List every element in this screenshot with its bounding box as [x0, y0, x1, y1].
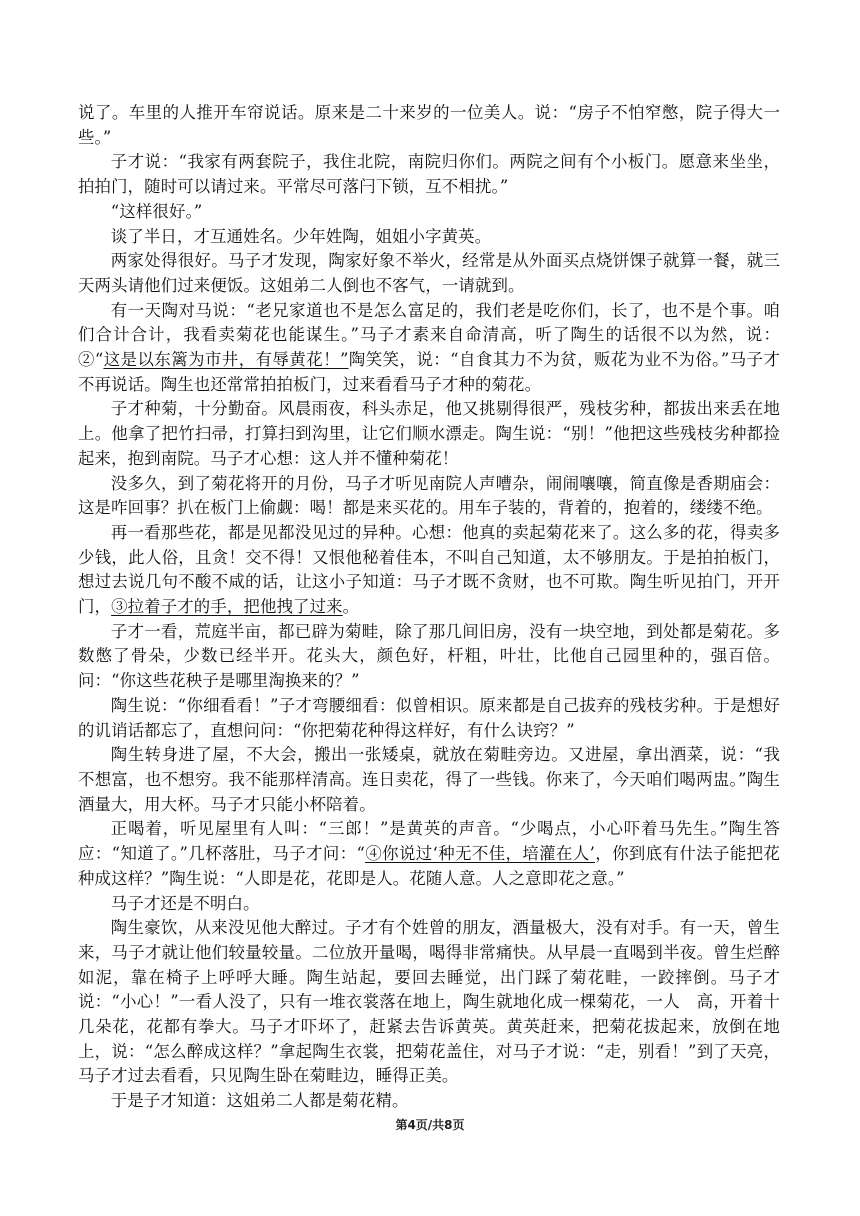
paragraph: [78, 694, 780, 743]
text-run: 谈了半日，才互通姓名。少年姓陶，姐姐小字黄英。: [110, 226, 492, 246]
text-run: ，你到底有什法子能把花种成这样？”陶生说：“人即是花，花即是人。花随人意。人之意即花之意。”: [78, 844, 781, 888]
text-run: 陶生豪饮，从来没见他大醉过。子才有个姓曾的朋友，酒量极大，没有对手。有一天，曾生来，马子才就让他们较量较量。二位放开量喝，喝得非常痛快。从早晨一直喝到半夜。曾生烂醉如泥，靠在椅子上呼呼大睡。陶生站起，要回去睡觉，出门踩了菊花畦，一跤摔倒。马子才说：“小心！”一看人没了，只有一堆衣裳落在地上，陶生就地化成一棵菊花，一人 高，开着十几朵花，花都有拳大。马子才吓坏了，赶紧去告诉黄英。黄英赶来，把菊花拔起来，放倒在地上，说：“怎么醉成这样？”拿起陶生衣裳，把菊花盖住，对马子才说：“走，别看！”到了天亮，马子才过去看看，只见陶生卧在菊畦边，睡得正美。: [78, 918, 780, 1086]
paragraph: [78, 225, 780, 250]
paragraph: [78, 150, 780, 199]
text-run: 两家处得很好。马子才发现，陶家好象不举火，经常是从外面买点烧饼馃子就算一餐，就三天两头请他们过来便饭。这姐弟二人倒也不客气，一请就到。: [78, 251, 780, 295]
underlined-phrase: ④你说过‘种无不佳，培灌在人’: [365, 844, 595, 864]
text-run: 子才说：“我家有两套院子，我住北院，南院归你们。两院之间有个小板门。愿意来坐坐，拍拍门，随时可以请过来。平常尽可落闩下锁，互不相扰。”: [78, 152, 780, 197]
paragraph: [78, 892, 780, 917]
paragraph: [78, 397, 780, 471]
paragraph: [78, 200, 780, 225]
text-run: 马子才还是不明白。: [110, 893, 260, 913]
underlined-phrase: ③拉着子才的手，把他拽了过来: [111, 597, 343, 617]
text-run: 说了。车里的人推开车帘说话。原来是二十来岁的一位美人。说：“房子不怕窄憋，院子得大一些。”: [78, 103, 780, 147]
page-number: 第4页/共8页: [395, 1118, 465, 1132]
paragraph: [78, 472, 780, 521]
text-run: 陶生说：“你细看看！”子才弯腰细看：似曾相识。原来都是自己拔弃的残枝劣种。于是想好的讥诮话都忘了，直想问问：“你把菊花种得这样好，有什么诀窍？”: [78, 695, 780, 740]
paragraph: [78, 299, 780, 398]
underlined-phrase: 这是以东篱为市井，有辱黄花！”: [103, 350, 349, 370]
text-run: 子才一看，荒庭半亩，都已辟为菊畦，除了那几间旧房，没有一块空地，到处都是菊花。多数憋了骨朵，少数已经半开。花头大，颜色好，杆粗，叶壮，比他自己园里种的，强百倍。问：“你这些花秧子是哪里淘换来的？”: [78, 621, 780, 691]
text-run: 于是子才知道：这姐弟二人都是菊花精。: [110, 1091, 409, 1111]
text-run: 。: [342, 597, 360, 617]
text-run: 没多久，到了菊花将开的月份，马子才听见南院人声嘈杂，闹闹嚷嚷，简直像是香期庙会：这是咋回事？扒在板门上偷觑：喝！都是来买花的。用车子装的，背着的，抱着的，缕缕不绝。: [78, 473, 780, 518]
paragraph: [78, 101, 780, 150]
text-run: 正喝着，听见屋里有人叫：“三郎！”是黄英的声音。“少喝点，小心吓着马先生。”陶生答应：“知道了。”几杯落肚，马子才问：“: [78, 819, 780, 864]
text-run: 再一看那些花，都是见都没见过的异种。心想：他真的卖起菊花来了。这么多的花，得卖多少钱，此人俗，且贪！交不得！又恨他秘着佳本，不叫自己知道，太不够朋友。于是拍拍板门，想过去说几句不酸不咸的话，让这小子知道：马子才既不贪财，也不可欺。陶生听见拍门，开开门，: [78, 522, 780, 617]
text-run: 陶笑笑，说：“自食其力不为贫，贩花为业不为俗。”马子才不再说话。陶生也还常常拍拍板门，过来看看马子才种的菊花。: [78, 350, 780, 394]
paragraph: [78, 521, 780, 620]
text-run: 陶生转身进了屋，不大会，搬出一张矮桌，就放在菊畦旁边。又进屋，拿出酒菜，说：“我不想富，也不想穷。我不能那样清高。连日卖花，得了一些钱。你来了，今天咱们喝两盅。”陶生酒量大，用大杯。马子才只能小杯陪着。: [78, 745, 780, 814]
text-run: “这样很好。”: [110, 201, 203, 221]
text-run: 有一天陶对马说：“老兄家道也不是怎么富足的，我们老是吃你们，长了，也不是个事。咱们合计合计，我看卖菊花也能谋生。”马子才素来自命清高，听了陶生的话很不以为然，说：②“: [78, 300, 780, 370]
paragraph: [78, 1089, 780, 1114]
document-body: [78, 101, 780, 1114]
paragraph: [78, 743, 780, 817]
paragraph: [78, 249, 780, 298]
paragraph: [78, 620, 780, 694]
text-run: 子才种菊，十分勤奋。风晨雨夜，科头赤足，他又挑剔得很严，残枝劣种，都拔出来丢在地上。他拿了把竹扫帚，打算扫到沟里，让它们顺水漂走。陶生说：“别！”他把这些残枝劣种都捡起来，抱到南院。马子才心想：这人并不懂种菊花！: [78, 399, 780, 468]
paragraph: [78, 916, 780, 1089]
paragraph: [78, 817, 780, 891]
